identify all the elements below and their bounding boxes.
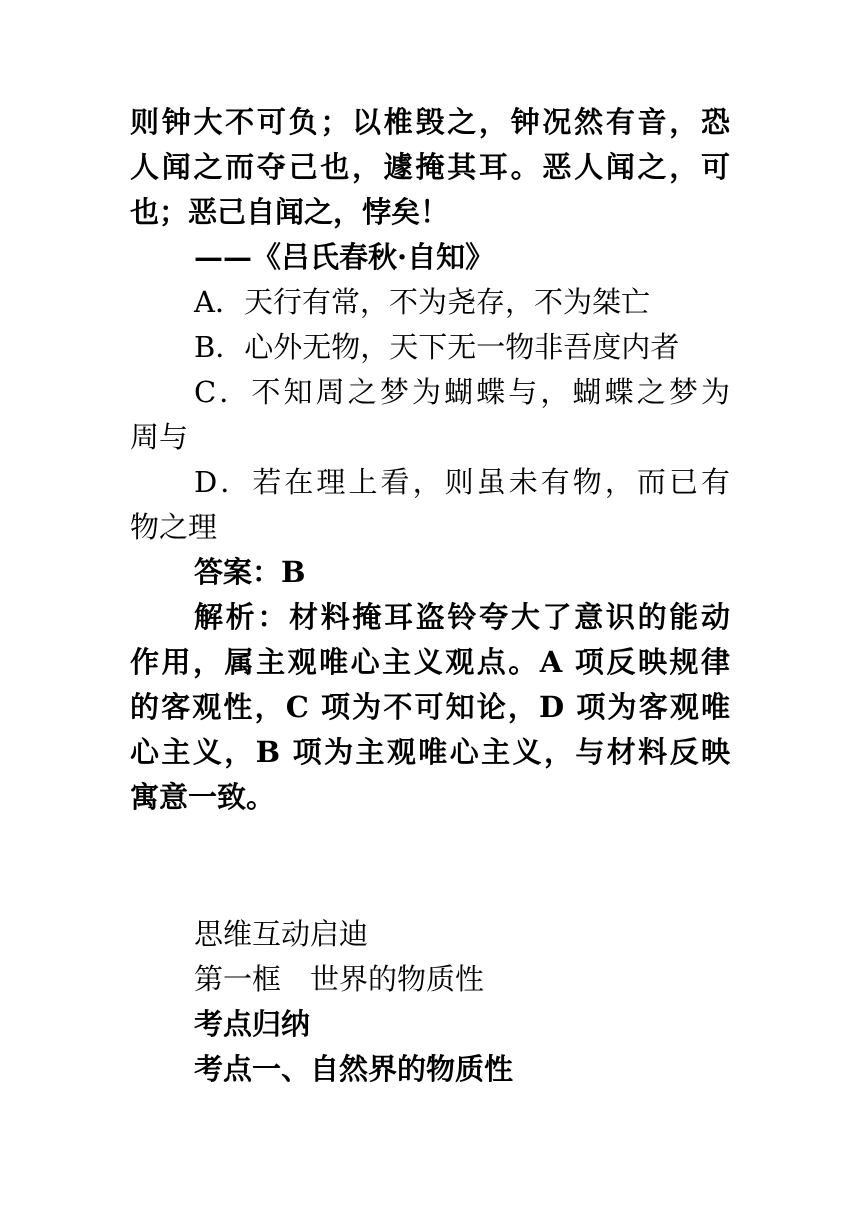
passage-line: 也；恶己自闻之，悖矣！ — [130, 195, 450, 229]
option-a: A．天行有常，不为尧存，不为桀亡 — [194, 285, 650, 319]
section-category: 考点归纳 — [194, 1007, 311, 1041]
option-c: C．不知周之梦为蝴蝶与，蝴蝶之梦为 — [194, 375, 730, 409]
section — [130, 912, 730, 1092]
analysis-first-line — [130, 595, 730, 640]
analysis-line: 作用，属主观唯心主义观点。A 项反映规律 — [130, 645, 730, 679]
option-d: D．若在理上看，则虽未有物，而已有 — [194, 465, 730, 499]
option-c-continued: 周与 — [130, 420, 189, 454]
analysis-line: 寓意一致。 — [130, 780, 276, 814]
section-spacer — [130, 820, 730, 912]
section-heading: 思维互动启迪 — [194, 917, 369, 951]
document-page — [130, 100, 730, 1092]
passage-line: 人闻之而夺己也，遽掩其耳。恶人闻之，可 — [130, 150, 730, 184]
answer-line — [130, 550, 730, 595]
analysis-line: 心主义，B 项为主观唯心主义，与材料反映 — [130, 735, 730, 769]
analysis-line: 的客观性，C 项为不可知论，D 项为客观唯 — [130, 690, 730, 724]
analysis — [130, 595, 730, 820]
passage-line: 则钟大不可负；以椎毁之，钟况然有音，恐 — [130, 105, 730, 139]
passage — [130, 100, 730, 280]
option-b: B．心外无物，天下无一物非吾度内者 — [194, 330, 680, 364]
section-subheading: 第一框 世界的物质性 — [194, 962, 485, 996]
section-point: 考点一、自然界的物质性 — [194, 1052, 514, 1086]
analysis-text: 材料掩耳盗铃夸大了意识的能动 — [289, 600, 730, 634]
analysis-label: 解析： — [194, 600, 290, 634]
passage-source: ——《吕氏春秋·自知》 — [194, 240, 495, 274]
answer-label: 答案： — [194, 555, 282, 589]
options-list — [130, 280, 730, 550]
answer-value: B — [281, 555, 306, 589]
option-d-continued: 物之理 — [130, 510, 218, 544]
